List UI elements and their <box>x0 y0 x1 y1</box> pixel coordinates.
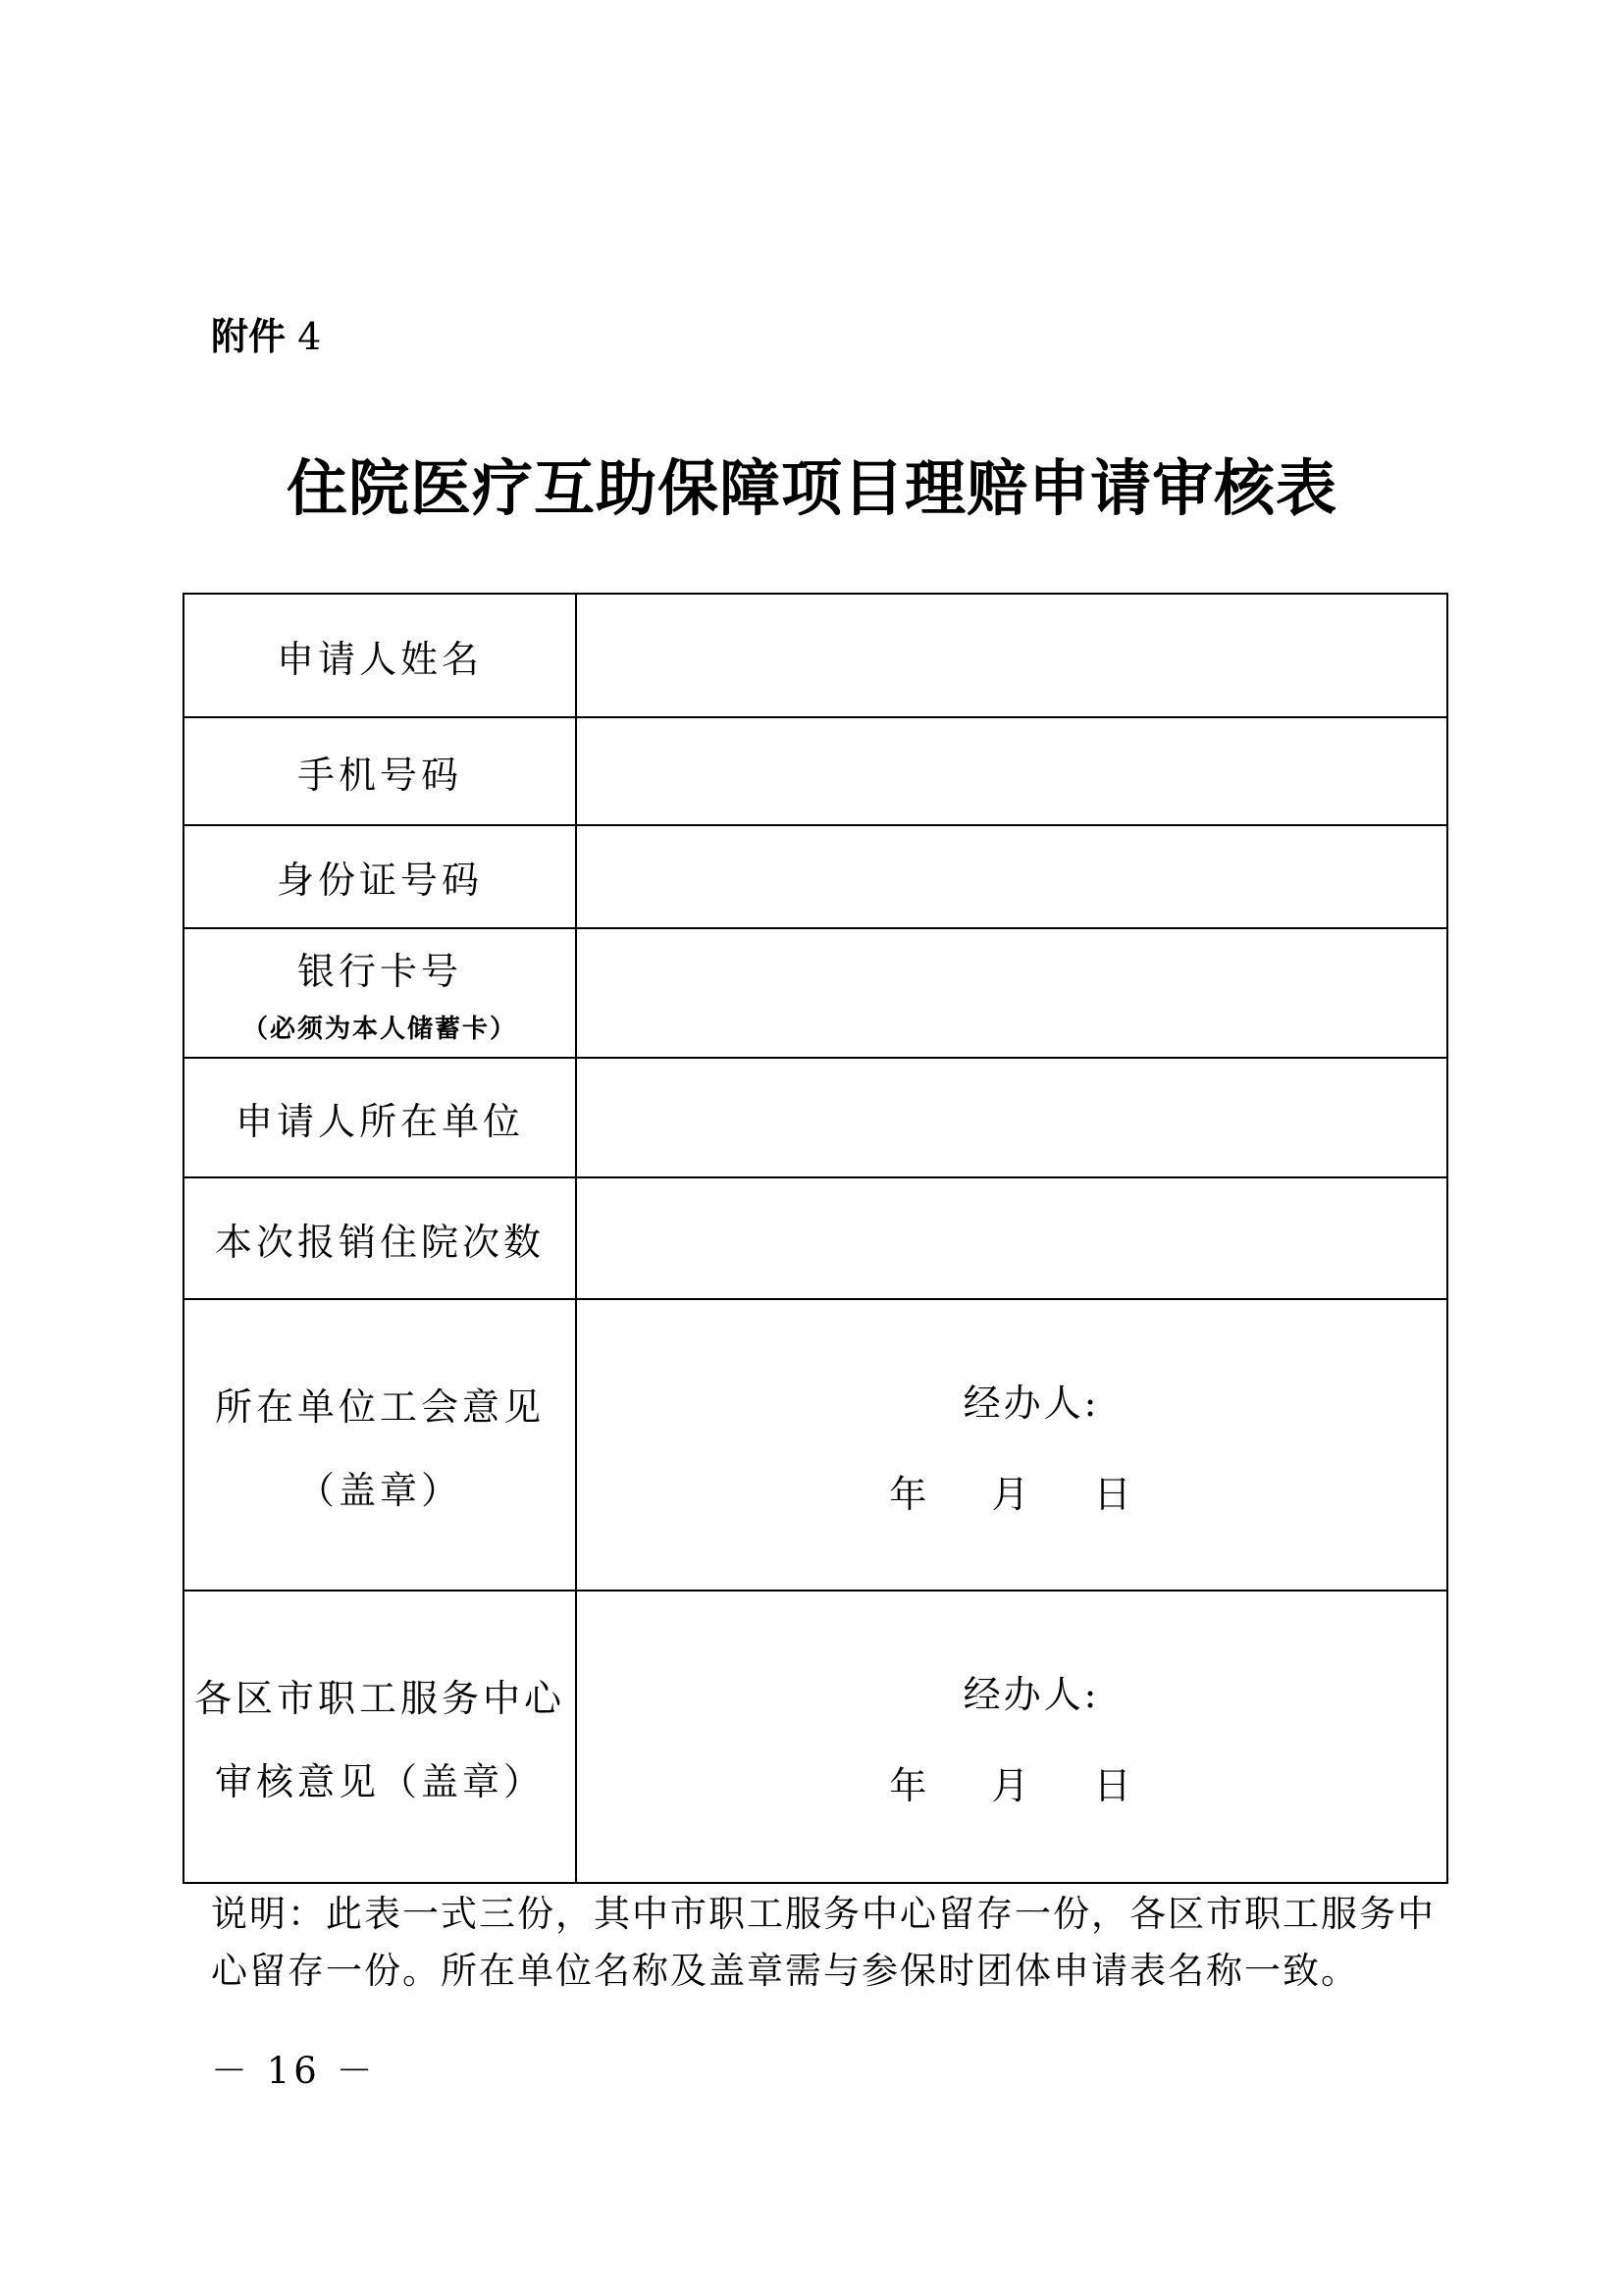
center-opinion-field[interactable] <box>576 1591 1447 1883</box>
union-opinion-line1: 所在单位工会意见 <box>214 1384 545 1429</box>
union-opinion-line2: （盖章） <box>296 1468 462 1512</box>
employer-label: 申请人所在单位 <box>183 1058 576 1177</box>
table-row <box>183 594 1447 717</box>
table-row <box>183 1058 1447 1177</box>
date-line <box>577 1755 1446 1809</box>
table-row <box>183 1177 1447 1299</box>
bank-card-note: （必须为本人储蓄卡） <box>241 1015 517 1044</box>
center-opinion-label <box>183 1591 576 1883</box>
table-row <box>183 825 1447 928</box>
attachment-prefix: 附件 <box>211 315 287 358</box>
page-number: － 16 － <box>211 2050 377 2092</box>
center-opinion-line2: 审核意见（盖章） <box>214 1760 545 1803</box>
day-label: 日 <box>1093 1472 1134 1516</box>
date-line <box>577 1464 1446 1518</box>
table-row <box>183 717 1447 825</box>
claim-form-table <box>183 593 1448 1884</box>
union-opinion-label <box>183 1299 576 1591</box>
day-label: 日 <box>1093 1764 1134 1807</box>
hospitalization-count-label: 本次报销住院次数 <box>183 1177 576 1299</box>
applicant-name-field[interactable] <box>576 594 1447 717</box>
phone-field[interactable] <box>576 717 1447 825</box>
year-label: 年 <box>889 1472 930 1516</box>
phone-label: 手机号码 <box>183 717 576 825</box>
bank-card-label: 银行卡号 <box>296 950 462 993</box>
table-row <box>183 928 1447 1058</box>
handler-label: 经办人: <box>963 1381 1100 1425</box>
applicant-name-label: 申请人姓名 <box>183 594 576 717</box>
page-title: 住院医疗互助保障项目理赔申请审核表 <box>286 452 1337 524</box>
table-row <box>183 1591 1447 1883</box>
bank-card-field[interactable] <box>576 928 1447 1058</box>
center-opinion-line1: 各区市职工服务中心 <box>193 1677 565 1720</box>
id-number-field[interactable] <box>576 825 1447 928</box>
month-label: 月 <box>991 1472 1032 1516</box>
hospitalization-count-field[interactable] <box>576 1177 1447 1299</box>
union-opinion-field[interactable] <box>576 1299 1447 1591</box>
employer-field[interactable] <box>576 1058 1447 1177</box>
bank-card-label-cell <box>183 928 576 1058</box>
attachment-number: 4 <box>297 315 322 358</box>
instructions-note: 说明：此表一式三份，其中市职工服务中心留存一份，各区市职工服务中心留存一份。所在单位名称及盖章需与参保时团体申请表名称一致。 <box>211 1893 1436 1992</box>
id-number-label: 身份证号码 <box>183 825 576 928</box>
handler-label: 经办人: <box>963 1673 1100 1716</box>
attachment-label <box>211 306 321 360</box>
month-label: 月 <box>991 1764 1032 1807</box>
table-row <box>183 1299 1447 1591</box>
year-label: 年 <box>889 1764 930 1807</box>
